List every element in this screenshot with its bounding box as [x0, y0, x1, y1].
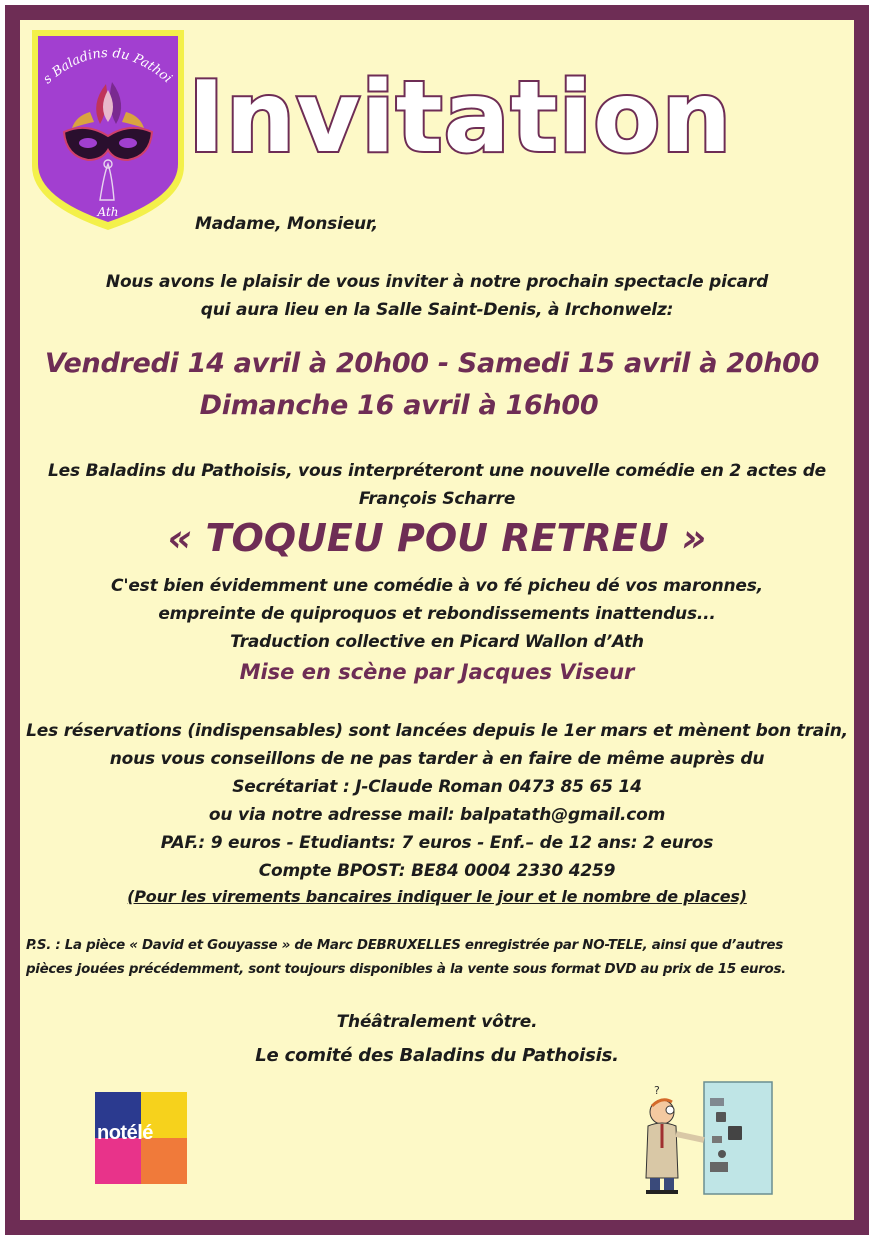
invitation-title: Invitation	[188, 61, 733, 175]
closing: Théâtralement vôtre.	[336, 1012, 538, 1032]
play-title: « TOQUEU POU RETREU »	[167, 516, 707, 560]
prices: PAF.: 9 euros - Etudiants: 7 euros - Enf.– de 12 ans: 2 euros	[160, 833, 714, 853]
baladins-logo	[28, 24, 188, 234]
company-line-1: Les Baladins du Pathoisis, vous interpréteront une nouvelle comédie en 2 actes de	[47, 461, 827, 481]
dates-line-1: Vendredi 14 avril à 20h00 - Samedi 15 avril à 20h00	[44, 348, 820, 379]
svg-text:?: ?	[654, 1084, 660, 1097]
ps-line-1: P.S. : La pièce « David et Gouyasse » de Marc DEBRUXELLES enregistrée par NO-TELE, ainsi que d’autres	[26, 938, 783, 953]
logo-bottom-text: Ath	[97, 205, 119, 219]
intro-line-1: Nous avons le plaisir de vous inviter à notre prochain spectacle picard	[105, 272, 769, 292]
director-credit: Mise en scène par Jacques Viseur	[239, 660, 635, 684]
description-line-1: C'est bien évidemment une comédie à vo fé picheu dé vos maronnes,	[111, 576, 763, 596]
description-line-2: empreinte de quiproquos et rebondissements inattendus...	[158, 604, 716, 624]
description-line-3: Traduction collective en Picard Wallon d’Ath	[230, 632, 644, 652]
secretariat-contact: Secrétariat : J-Claude Roman 0473 85 65 14	[232, 777, 642, 797]
reservations-line-2: nous vous conseillons de ne pas tarder à en faire de même auprès du	[109, 749, 765, 769]
bank-note: (Pour les virements bancaires indiquer le jour et le nombre de places)	[127, 887, 747, 906]
dates-line-2: Dimanche 16 avril à 16h00	[199, 390, 599, 421]
company-line-2: François Scharre	[358, 489, 516, 509]
ps-line-2: pièces jouées précédemment, sont toujours disponibles à la vente sous format DVD au prix de 15 euros.	[26, 962, 786, 977]
signature: Le comité des Baladins du Pathoisis.	[255, 1045, 619, 1066]
confused-man-door-icon	[632, 1078, 777, 1198]
greeting: Madame, Monsieur,	[195, 214, 378, 234]
logo-arc-text: s Baladins du Pathoi	[40, 45, 175, 88]
notele-logo	[95, 1092, 187, 1184]
email-contact: ou via notre adresse mail: balpatath@gmail.com	[208, 805, 666, 825]
intro-line-2: qui aura lieu en la Salle Saint-Denis, à Irchonwelz:	[200, 300, 674, 320]
bank-account: Compte BPOST: BE84 0004 2330 4259	[258, 861, 616, 881]
notele-logo-text: notélé	[97, 1122, 153, 1144]
reservations-line-1: Les réservations (indispensables) sont lancées depuis le 1er mars et mènent bon train,	[26, 721, 848, 741]
